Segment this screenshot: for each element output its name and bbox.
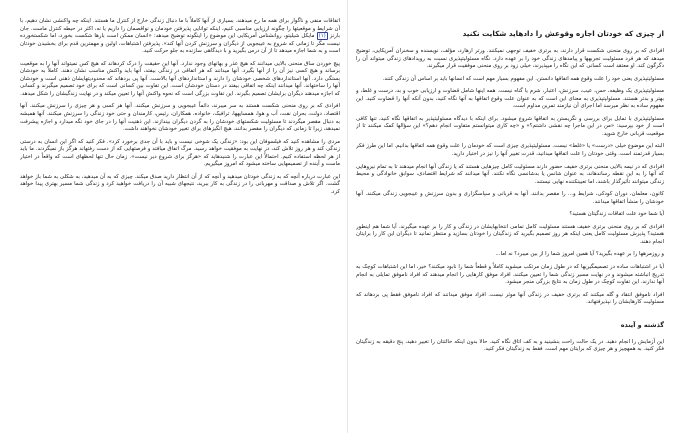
right-paragraph: افراد ناموفق انتقاد و گله میکنند که برتری خفیف در زندگی آنها موثر نیست. افراد موفق میدانند که افراد ناموفق فقط پی بردهاند که مسئولیت کارهایشان را نپذیرفتهاند.: [356, 291, 664, 306]
left-paragraph-text: اتفاقات منفی و ناگوار برای همه ما رخ میدهند. بسیاری از آنها کاملاً با ما دنبال زندگی خارج از کنترل ما هستند. اینکه چه واکنشی نشان دهیم، با آن شرایط و موقعیتها را چگونه ارزیابی مناسبی کنیم، اینکه توانایی پذیرفتن خودمان و نواقصمان را داریم یا نه، اکثر در حیطه کنترل ماست. جان بارنز: [20, 18, 340, 40]
right-paragraph: کانون، معلمان، دوران کودکی، شرایط و... را مقصر بدانند. آنها به قربانی و سپاسگزاری و بدون سرزنش و عیبجویی زندگی میکنند. آنها خودشان را منشأ اتفاقها میدانند.: [356, 191, 664, 205]
left-paragraph: پیچ خوردن ساق منحنی بالایی میدانند که هیچ عذر و بهانهای وجود ندارد. آنها این حقیقت را درک کردهاند که هیچ کس نمیتواند آنها را به موقعیت برساند و هیچ کسی نیز آن را از آنها بگیرد. آنها میدانند که هر اتفاقی در زندگی بیفتد، آنها باید واکنش مناسب نشان دهند. کاملاً به خودشان بستگی دارد. آنها استانداردهای شخصی خودشان را دارند و استانداردهای آنها بالاست. آنها پی بردهاند که محدودیتهایشان ذهنی است و خودشان آنها را ساختهاند. آنها میدانند اینکه چه اتفاقی بیفتد در دستان خودشان است. این تفاوت بین کسانی است که برای خود تصمیم میگیرند و کسانی که اجازه میدهند دیگران برایشان تصمیم بگیرند. این تفاوت بزرگی است که نحوه واکنش آنها را تعیین میکند و در نهایت زندگیشان را شکل میدهد.: [20, 60, 340, 97]
left-paragraph: این عبارت درباره آنچه که به زندگی خودتان میدهید و آنچه که از آن انتظار دارید صدق میکند. چیزی که به آن میدهید، به شکلی به شما باز خواهد گشت. اگر تلاش و صداقت و مهربانی را در زندگی به کار ببرید، نتیجهای شبیه آن را دریافت خواهید کرد و زندگی شما مسیر بهتری پیدا خواهد کرد.: [20, 173, 340, 195]
right-paragraph: آیا شما خود علت اتفاقات زندگیتان هستید؟: [569, 211, 664, 218]
right-paragraph: مسئولیتپذیری یک وظیفه، حس، عیب، سرزنش، اعتبار، شرم یا گناه نیست. همه اینها شامل قضاوت و ارزیابی خوب و بد، درست و غلط، و بهتر و بدتر هستند. مسئولیتپذیری به معنای این است که به عنوان علت وقوع اتفاقها به آنها نگاه کنید، بدون آنکه آنها را قضاوت کنید. این مفهوم ساده به نظر میرسد اما اجرای آن نیازمند تمرین مداوم است.: [356, 88, 664, 110]
left-page: [20, 0, 340, 433]
right-paragraph: مسئولیتپذیری با تمایل برای بررسی و نگریستن به اتفاقها شروع میشود. برای اینکه با دیدگاه مسئولیتپذیر به اتفاقها نگاه کنید، تنها کافی است از خود بپرسید: «من در این ماجرا چه نقشی داشتم؟» و «چه کاری میتوانستم متفاوت انجام دهم؟» این سؤالها کمک میکنند تا از موقعیت قربانی خارج شوید.: [356, 115, 664, 137]
left-paragraph: [20, 18, 340, 56]
right-paragraph: افرادی که بر روی منحنی شکست قرار دارند، به برتری خفیف توجهی نمیکنند. ورتر ارهارد، مؤلف، نویسنده و سخنران آمریکایی، توضیح میدهد که هر فرد مسئولیت تجربهها و پیامدهای زندگی خود را بر عهده دارد. نگاه مسئولیتپذیری نسبت به رویدادهای زندگی میتواند آن را دگرگون کند. او معتقد است کسانی که این نگاه را میپذیرند، خیلی زود بر روی منحنی موفقیت قرار میگیرند.: [356, 48, 664, 70]
subsection-heading: گذشته و آینده: [620, 320, 664, 329]
right-page: [356, 0, 664, 433]
left-paragraph: افرادی که بر روی منحنی شکست هستند به سر میبرند، دائماً عیبجویی و سرزنش میکنند. آنها هر کسی و هر چیزی را سرزنش میکنند. آنها اقتصاد، دولت، بحران نفت، آب و هوا، همسایهها، ترافیک، خانواده، همکاران، رئیس، کارمندان و حتی خود زندگی را سرزنش میکنند. آنها همیشه به دنبال مقصر میگردند تا مسئولیت شکستهای خودشان را به گردن دیگران بیندازند. این ذهنیت آنها را در جای خود نگه میدارد و اجازه پیشرفت نمیدهد، زیرا تا زمانی که دیگران را مقصر بدانند، هیچ انگیزهای برای تغییر خودشان نخواهند داشت.: [20, 103, 340, 133]
footnote-reference[interactable]: (۱): [318, 33, 326, 40]
left-paragraph: مردی را مشاهده کنید که فیلسوفان این بود: «زندگی یک شوخی نیست و باید با آن جدی برخورد کرد». فکر کنید که اگر این انسان به درستی زندگی کند و هر روز تلاش کند، در نهایت به موفقیت خواهد رسید. مرگ اتفاق میافتد و فرصتهایی که از دست رفتهاند هرگز باز نمیگردند. ما باید از هر لحظه استفاده کنیم. احتمالاً این عبارت را شنیدهاید که «هرگز برای شروع دیر نیست». زمان حال تنها لحظهای است که واقعاً در اختیار ماست و آینده از تصمیمهایی ساخته میشود که امروز میگیریم.: [20, 138, 340, 168]
left-paragraph-text: مایکل شیلیتو، روانشناس آمریکایی این موضوع را اینگونه توضیح میدهد: «انسان ممکن است بارها شکست بخورد، اما شکستخورده نیست مگر تا زمانی که شروع به عیبجویی از دیگران و سرزنش کردن آنها کند». پذیرفتن اشتباهات، اولین و مهمترین قدم برای بخشیدن خودتان است و به شما اجازه میدهد تا از آن درس بگیرید و با دیدگاهی سازنده به جلو حرکت کنید.: [20, 33, 340, 55]
closing-paragraph: این آزمایش را انجام دهید. در یک حالت راحت بنشینید و به کف اتاق نگاه کنید. حالا بدون اینکه حالتتان را تغییر دهید، پنج دقیقه به زندگیتان فکر کنید. به همهچیز و هر چیزی که برایتان مهم است. فقط به زندگیتان فکر کنید.: [356, 338, 664, 353]
right-paragraph: افرادی که بر روی منحنی برتری خفیف هستند مسئولیت کامل تمامی انتخابهایشان در زندگی و کار را بر عهده میگیرند. آیا شما هم اینطور هستید؟ پذیرش مسئولیت کامل یعنی اینکه هر روز تصمیم بگیرید که زندگیتان را خودتان بسازید و منتظر نمانید تا دیگران این کار را برایتان انجام دهند.: [356, 223, 664, 245]
right-paragraph: و روزمرهها را بر عهده بگیرید؟ آیا همین امروز شما را از بین میبرد؟ نه اما...: [495, 251, 664, 258]
right-paragraph: مسئولیتپذیری یعنی خود را علت وقوع همه اتفاقها دانستن. این مفهوم بسیار مهم است که انسانها باید بر اساس آن زندگی کنند.: [382, 75, 664, 82]
page-gutter: [347, 0, 348, 433]
right-paragraph: آیا در اشتباهات ساده در تصمیمگیریها که در طول زمان مرتکب میشوید کاملاً و قطعاً شما را نابود میکنند؟ خیر، اما این اشتباهات کوچک به تدریج انباشته میشوند و در نهایت مسیر زندگی شما را تعیین میکنند. افراد موفق کارهایی را انجام میدهند که افراد ناموفق تمایلی به انجام آنها ندارند. این تفاوت کوچک در طول زمان به نتایج بزرگی منجر میشود.: [356, 264, 664, 286]
right-paragraph: افرادی که در نیمه بالایی منحنی برتری خفیف حضور دارند مسئولیت کامل چیزهایی هستند که یا زندگی آنها انجام میدهند تا به تمام نیروهایی که آنها را به این نقطه رساندهاند، به عنوان شانس یا بدشانسی نگاه نکنند. آنها میدانند که شرایط اقتصادی، سوابق خانوادگی و محیط زندگی میتوانند تأثیرگذار باشند، اما تعیینکننده نهایی نیستند.: [356, 163, 664, 185]
right-page-body: [356, 0, 664, 354]
right-paragraph: البته این موضوع خیلی «درست» یا «غلط» نیست. مسئولیتپذیری چیزی است که خودمان را علت وقوع همه اتفاقها بدانیم. اما این طرز فکر بسیار قدرتمند است. وقتی خودتان را علت اتفاقها میدانید، قدرت تغییر آنها را نیز در اختیار دارید.: [356, 143, 664, 158]
left-page-body: [20, 0, 340, 196]
section-heading: از چیزی که خودتان اجازه وقوعش را دادهاید شکایت نکنید: [462, 29, 664, 38]
